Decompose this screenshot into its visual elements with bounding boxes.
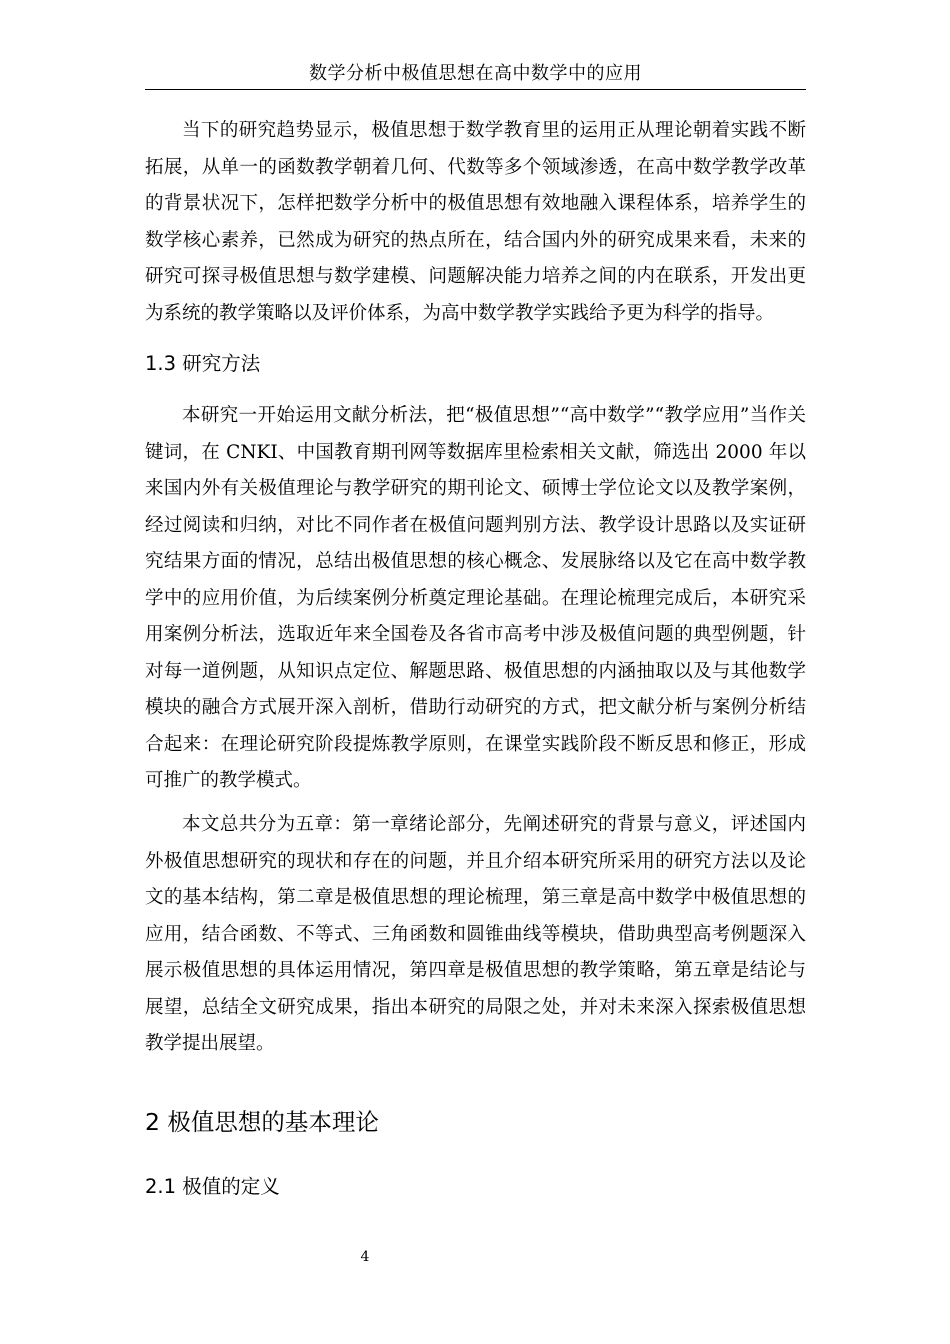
section-heading-1-3: 1.3 研究方法 bbox=[145, 352, 261, 375]
paragraph-research-methods: 本研究一开始运用文献分析法，把“极值思想”“高中数学”“教学应用”当作关键词，在 CNKI、中国教育期刊网等数据库里检索相关文献，筛选出 2000 年以来国内外有关极值理论与教学研究的期刊论文、硕博士学位论文以及教学案例，经过阅读和归纳，对比不同作者在极值问题判别方法、教学设计思路以及实证研究结果方面的情况，总结出极值思想的核心概念、发展脉络以及它在高中数学教学中的应用价值，为后续案例分析奠定理论基础。在理论梳理完成后，本研究采用案例分析法，选取近年来全国卷及各省市高考中涉及极值问题的典型例题，针对每一道例题，从知识点定位、解题思路、极值思想的内涵抽取以及与其他数学模块的融合方式展开深入剖析，借助行动研究的方式，把文献分析与案例分析结合起来：在理论研究阶段提炼教学原则，在课堂实践阶段不断反思和修正，形成可推广的教学模式。 bbox=[145, 405, 806, 791]
paragraph-thesis-structure: 本文总共分为五章：第一章绪论部分，先阐述研究的背景与意义，评述国内外极值思想研究的现状和存在的问题，并且介绍本研究所采用的研究方法以及论文的基本结构，第二章是极值思想的理论梳理，第三章是高中数学中极值思想的应用，结合函数、不等式、三角函数和圆锥曲线等模块，借助典型高考例题深入展示极值思想的具体运用情况，第四章是极值思想的教学策略，第五章是结论与展望，总结全文研究成果，指出本研究的局限之处，并对未来深入探索极值思想教学提出展望。 bbox=[145, 814, 806, 1054]
running-header-title: 数学分析中极值思想在高中数学中的应用 bbox=[309, 63, 642, 84]
section-heading-2-1: 2.1 极值的定义 bbox=[145, 1175, 280, 1198]
paragraph-research-trend: 当下的研究趋势显示，极值思想于数学教育里的运用正从理论朝着实践不断拓展，从单一的函数教学朝着几何、代数等多个领域渗透，在高中数学教学改革的背景状况下，怎样把数学分析中的极值思想有效地融入课程体系，培养学生的数学核心素养，已然成为研究的热点所在，结合国内外的研究成果来看，未来的研究可探寻极值思想与数学建模、问题解决能力培养之间的内在联系，开发出更为系统的教学策略以及评价体系，为高中数学教学实践给予更为科学的指导。 bbox=[145, 120, 806, 324]
header-divider bbox=[145, 89, 806, 90]
chapter-heading-2: 2 极值思想的基本理论 bbox=[145, 1108, 379, 1136]
page-number: 4 bbox=[360, 1249, 370, 1265]
